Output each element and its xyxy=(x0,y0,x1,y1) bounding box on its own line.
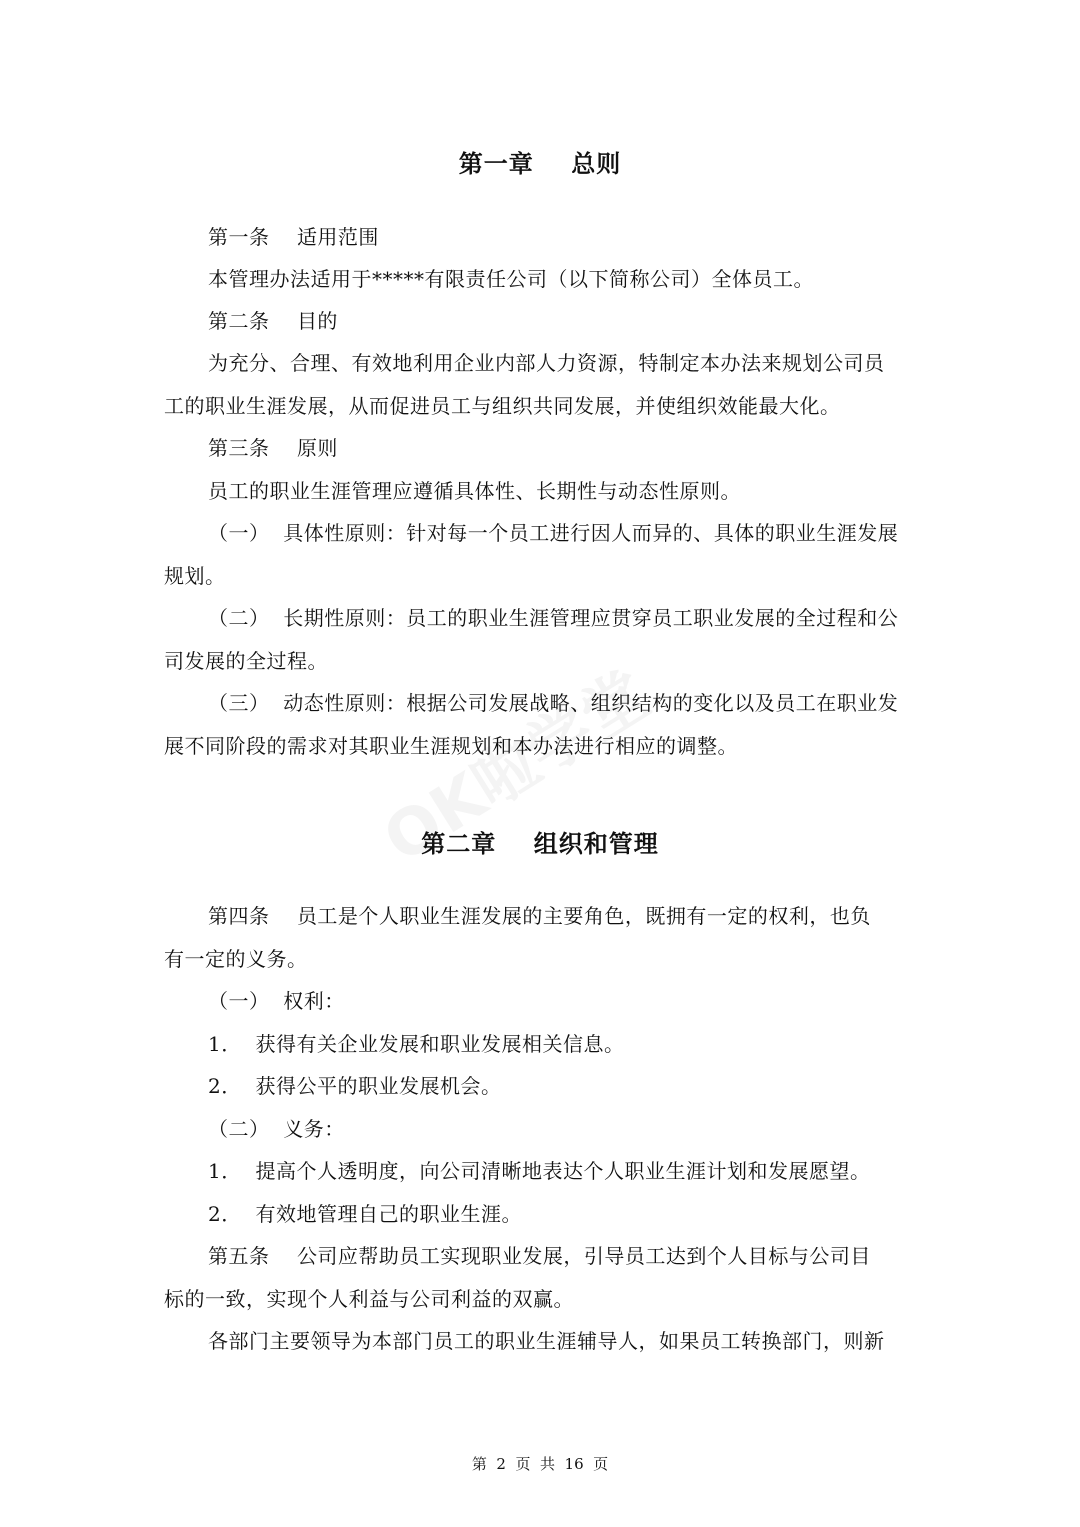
article-1-body: 本管理办法适用于*****有限责任公司（以下简称公司）全体员工。 xyxy=(208,267,814,291)
article-4-right-2: 2． 获得公平的职业发展机会。 xyxy=(208,1074,502,1098)
chapter-1-title: 第一章 总则 xyxy=(458,150,622,178)
article-4-right-1: 1． 获得有关企业发展和职业发展相关信息。 xyxy=(208,1032,625,1056)
article-3-heading: 原则 xyxy=(296,436,338,460)
article-3-item-2-line-2: 司发展的全过程。 xyxy=(164,649,328,673)
article-2-heading-line xyxy=(208,307,338,335)
article-3-item-3-line-2: 展不同阶段的需求对其职业生涯规划和本办法进行相应的调整。 xyxy=(164,734,738,758)
article-3-heading-line xyxy=(208,434,338,462)
article-4-rights-heading: （一） 权利： xyxy=(208,989,345,1013)
article-5-label: 第五条 xyxy=(208,1244,270,1268)
article-3-item-1-line-1: （一） 具体性原则：针对每一个员工进行因人而异的、具体的职业生涯发展 xyxy=(208,521,899,545)
article-5-paragraph-2: 各部门主要领导为本部门员工的职业生涯辅导人，如果员工转换部门，则新 xyxy=(208,1329,885,1353)
article-3-item-2-line-1: （二） 长期性原则：员工的职业生涯管理应贯穿员工职业发展的全过程和公 xyxy=(208,606,899,630)
article-1-heading: 适用范围 xyxy=(296,225,379,249)
article-3-item-3-line-1: （三） 动态性原则：根据公司发展战略、组织结构的变化以及员工在职业发 xyxy=(208,691,899,715)
article-2-body-line-2: 工的职业生涯发展，从而促进员工与组织共同发展，并使组织效能最大化。 xyxy=(164,394,841,418)
article-3-body: 员工的职业生涯管理应遵循具体性、长期性与动态性原则。 xyxy=(208,479,741,503)
article-4-duty-2: 2． 有效地管理自己的职业生涯。 xyxy=(208,1202,522,1226)
article-2-heading: 目的 xyxy=(296,309,338,333)
article-1-heading-line xyxy=(208,223,379,251)
article-4-line-2: 有一定的义务。 xyxy=(164,947,308,971)
article-4-duties-heading: （二） 义务： xyxy=(208,1117,345,1141)
article-5-line-1 xyxy=(208,1242,871,1270)
page-footer: 第 2 页 共 16 页 xyxy=(471,1455,609,1473)
article-4-line-1 xyxy=(208,902,871,930)
article-5-line-2: 标的一致，实现个人利益与公司利益的双赢。 xyxy=(164,1287,574,1311)
article-1-label: 第一条 xyxy=(208,225,270,249)
article-5-text-1: 公司应帮助员工实现职业发展，引导员工达到个人目标与公司目 xyxy=(296,1244,871,1268)
article-2-body-line-1: 为充分、合理、有效地利用企业内部人力资源，特制定本办法来规划公司员 xyxy=(208,351,885,375)
article-3-label: 第三条 xyxy=(208,436,270,460)
article-4-text-1: 员工是个人职业生涯发展的主要角色，既拥有一定的权利，也负 xyxy=(296,904,871,928)
chapter-2-title: 第二章 组织和管理 xyxy=(421,830,659,858)
article-4-duty-1: 1． 提高个人透明度，向公司清晰地表达个人职业生涯计划和发展愿望。 xyxy=(208,1159,871,1183)
article-2-label: 第二条 xyxy=(208,309,270,333)
article-3-item-1-line-2: 规划。 xyxy=(164,564,226,588)
article-4-label: 第四条 xyxy=(208,904,270,928)
